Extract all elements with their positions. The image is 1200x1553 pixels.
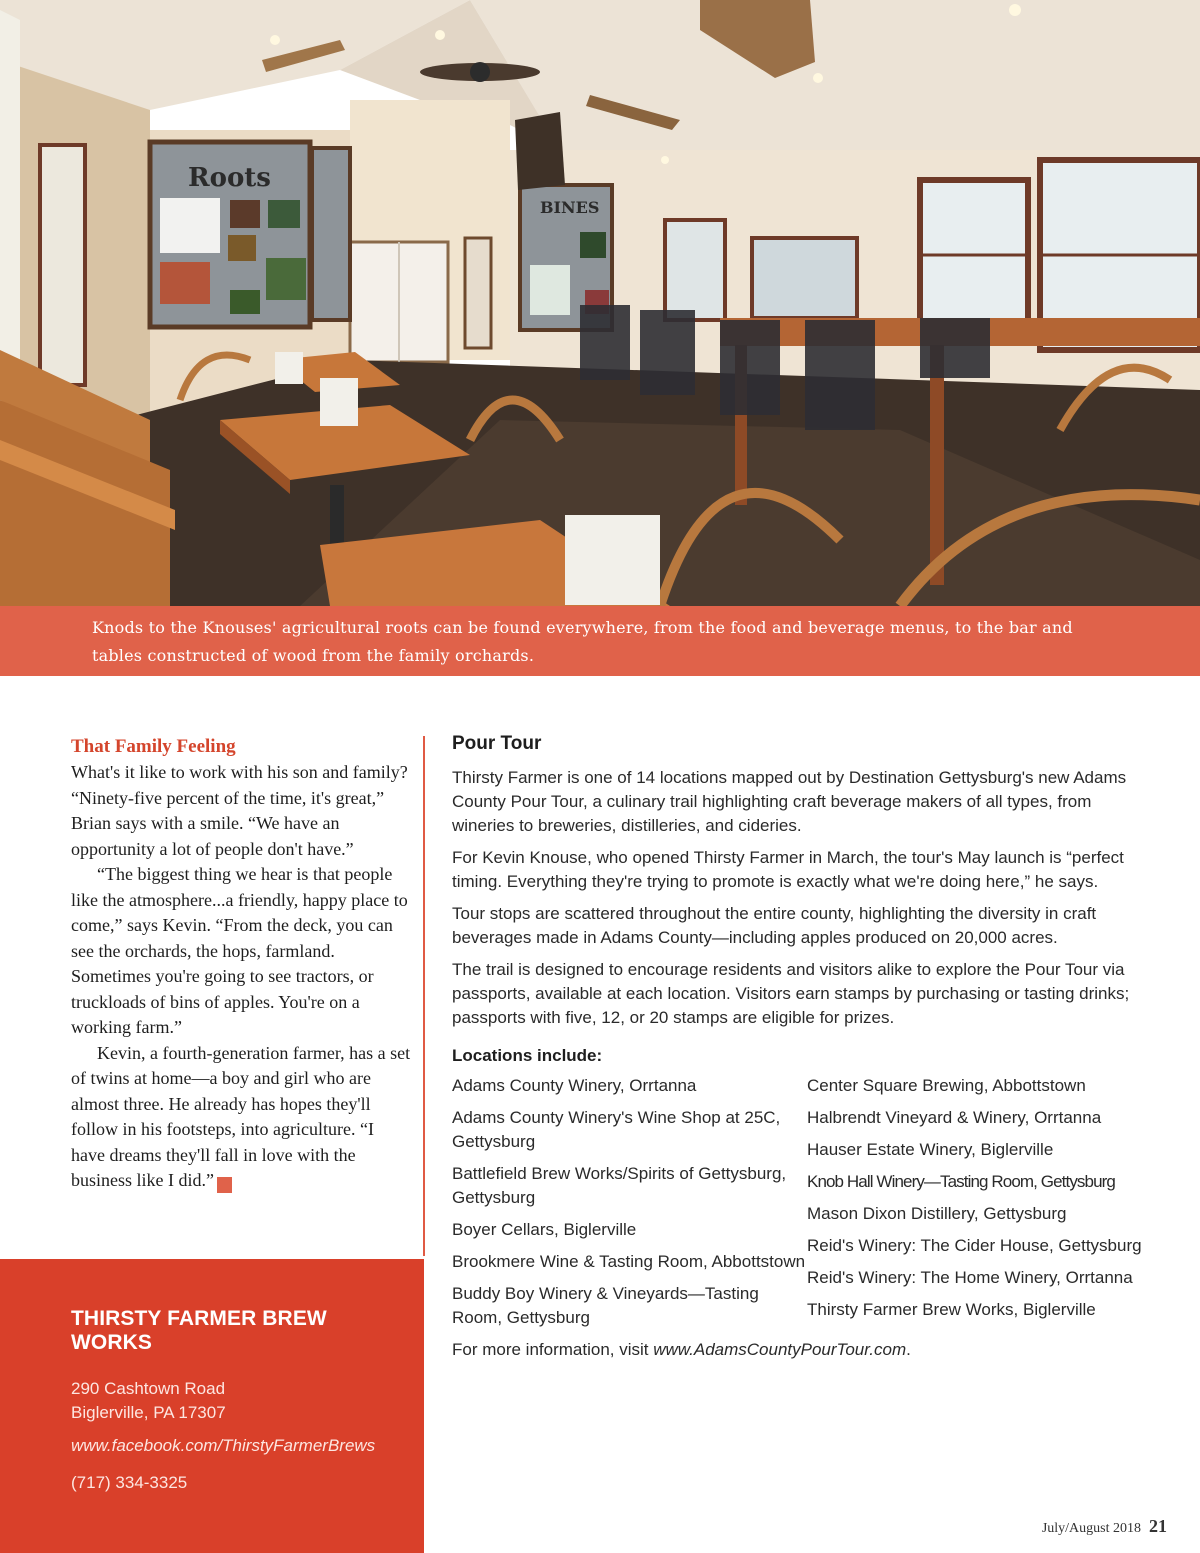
list-item: Brookmere Wine & Tasting Room, Abbottstown: [452, 1252, 806, 1271]
business-name: THIRSTY FARMER BREW WORKS: [71, 1307, 327, 1354]
phone-number: (717) 334-3325: [71, 1473, 188, 1492]
paragraph: For Kevin Knouse, who opened Thirsty Farmer in March, the tour's May launch is “perfect timing. Everything they're trying to promote is exactly what we're doing here,” he says.: [452, 848, 1124, 891]
paragraph: [71, 1041, 411, 1194]
issue-date: July/August 2018: [1041, 1521, 1141, 1536]
interior-photo: [0, 0, 1200, 606]
list-item: Thirsty Farmer Brew Works, Biglerville: [807, 1300, 1096, 1319]
address-line-2: Biglerville, PA 17307: [71, 1403, 226, 1422]
photo-caption: Knods to the Knouses' agricultural roots can be found everywhere, from the food and beverage menus, to the bar and tables constructed of wood from the family orchards.: [0, 606, 1200, 676]
end-of-article-mark: G: [217, 1177, 232, 1193]
more-info: [452, 1338, 1142, 1362]
locations-list: [452, 1074, 1142, 1338]
locations-heading: Locations include:: [452, 1046, 603, 1065]
list-item: Reid's Winery: The Cider House, Gettysburg: [807, 1236, 1142, 1255]
address-line-1: 290 Cashtown Road: [71, 1379, 226, 1398]
section-heading: Pour Tour: [452, 733, 542, 754]
list-item: Adams County Winery, Orrtanna: [452, 1076, 697, 1095]
pour-tour-section: [452, 732, 1142, 1370]
page-footer: [1042, 1516, 1167, 1537]
paragraph: What's it like to work with his son and family? “Ninety-five percent of the time, it's great,” Brian says with a smile. “We have an opportunity a lot of people don't have.”: [71, 762, 408, 859]
paragraph: Tour stops are scattered throughout the entire county, highlighting the diversity in craft beverages made in Adams County—including apples produced on 20,000 acres.: [452, 904, 1097, 947]
paragraph: Thirsty Farmer is one of 14 locations mapped out by Destination Gettysburg's new Adams County Pour Tour, a culinary trail highlighting craft beverage makers of all types, from wineries to breweries, distilleries, and cideries.: [452, 768, 1127, 835]
list-item: Battlefield Brew Works/Spirits of Gettysburg, Gettysburg: [452, 1164, 787, 1207]
bines-sign: BINES: [540, 198, 600, 217]
locations-column-right: [807, 1074, 1142, 1338]
list-item: Reid's Winery: The Home Winery, Orrtanna: [807, 1268, 1133, 1287]
paragraph: “The biggest thing we hear is that people like the atmosphere...a friendly, happy place to come,” says Kevin. “From the deck, you can see the orchards, the hops, farmland. Sometimes you're going to see tractors, or truckloads of bins of apples. You're on a working farm.”: [71, 864, 408, 1037]
website-link[interactable]: www.facebook.com/ThirstyFarmerBrews: [71, 1436, 376, 1455]
more-info-suffix: .: [906, 1340, 911, 1359]
list-item: Center Square Brewing, Abbottstown: [807, 1076, 1086, 1095]
pour-tour-link[interactable]: www.AdamsCountyPourTour.com: [653, 1340, 907, 1359]
locations-column-left: [452, 1074, 807, 1338]
roots-sign: Roots: [188, 163, 271, 193]
list-item: Boyer Cellars, Biglerville: [452, 1220, 637, 1239]
section-heading: That Family Feeling: [71, 736, 236, 757]
list-item: Buddy Boy Winery & Vineyards—Tasting Room, Gettysburg: [452, 1284, 759, 1327]
business-info-box: [0, 1259, 424, 1553]
paragraph: The trail is designed to encourage residents and visitors alike to explore the Pour Tour via passports, available at each location. Visitors earn stamps by purchasing or tasting drinks; passports with five, 12, or 20 stamps are eligible for prizes.: [452, 960, 1130, 1027]
family-feeling-section: [71, 734, 411, 1194]
page-number: 21: [1149, 1516, 1167, 1536]
paragraph-text: Kevin, a fourth-generation farmer, has a set of twins at home—a boy and girl who are almost three. He already has hopes they'll follow in his footsteps, into agriculture. “I have dreams they'll fall in love with the business like I did.”: [71, 1042, 411, 1190]
list-item: Knob Hall Winery—Tasting Room, Gettysburg: [807, 1172, 1115, 1191]
list-item: Halbrendt Vineyard & Winery, Orrtanna: [807, 1108, 1102, 1127]
list-item: Adams County Winery's Wine Shop at 25C, Gettysburg: [452, 1108, 781, 1151]
list-item: Hauser Estate Winery, Biglerville: [807, 1140, 1054, 1159]
list-item: Mason Dixon Distillery, Gettysburg: [807, 1204, 1067, 1223]
column-divider: [423, 736, 425, 1256]
more-info-prefix: For more information, visit: [452, 1340, 654, 1359]
